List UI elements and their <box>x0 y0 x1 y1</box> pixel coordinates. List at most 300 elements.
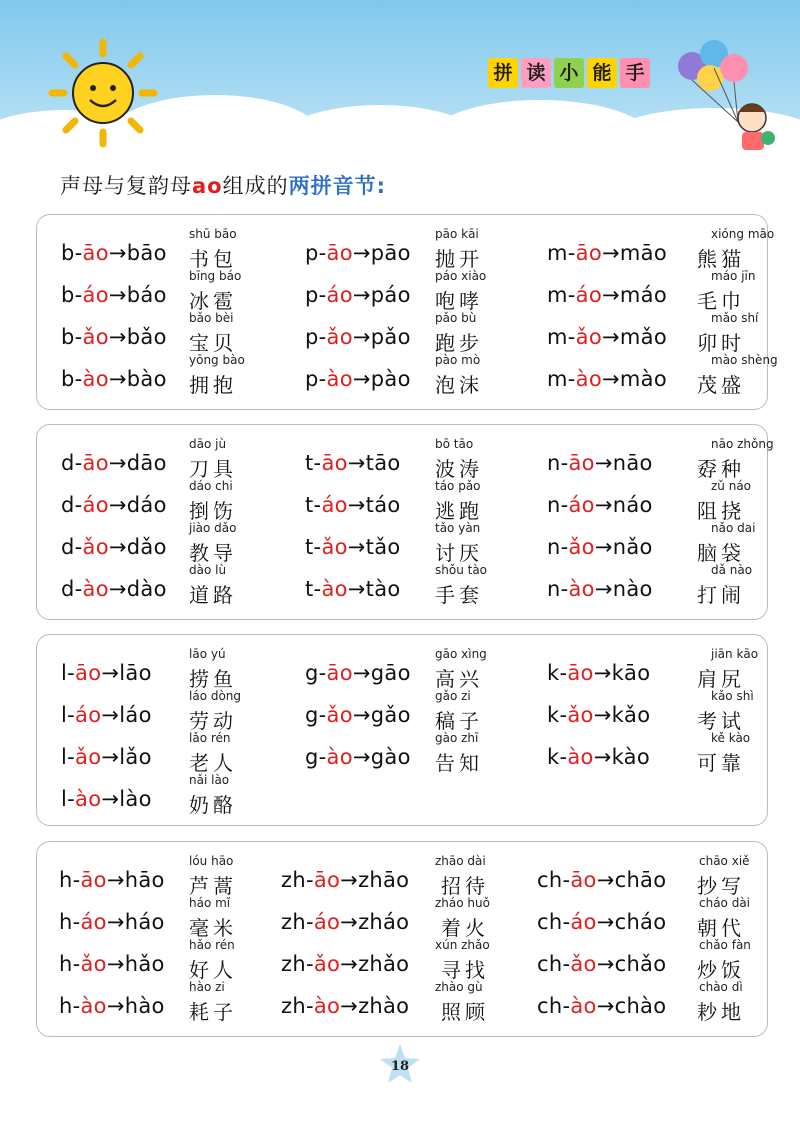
final-vowel: ǎo <box>326 703 353 727</box>
word-pinyin: hào zi <box>189 980 225 994</box>
initial: t <box>305 493 314 517</box>
final-vowel: ǎo <box>82 325 109 349</box>
word-hanzi: 捯饬 <box>189 499 237 523</box>
arrow: → <box>601 367 620 391</box>
word-pinyin: chào dì <box>699 980 743 994</box>
syllable-formula: n-ǎo→nǎo <box>547 535 653 559</box>
word-pinyin: shǒu tào <box>435 563 488 577</box>
syllable-box <box>36 214 778 410</box>
syllable-result: dào <box>126 577 167 601</box>
section-title <box>488 58 650 88</box>
page-number-badge <box>378 1042 422 1086</box>
word-pinyin: xún zhǎo <box>435 938 490 952</box>
syllable-result: báo <box>126 283 167 307</box>
arrow: → <box>594 493 613 517</box>
syllable-formula: g-ào→gào <box>305 745 411 769</box>
syllable-formula: t-ào→tào <box>305 577 401 601</box>
initial: m <box>547 367 568 391</box>
word-pinyin: zháo huǒ <box>435 896 490 910</box>
title-char: 读 <box>521 58 551 88</box>
syllable-formula: g-āo→gāo <box>305 661 411 685</box>
arrow: → <box>601 325 620 349</box>
syllable-result: dáo <box>126 493 167 517</box>
word-hanzi: 炒饭 <box>697 958 745 982</box>
arrow: → <box>601 283 620 307</box>
syllable-formula: k-āo→kāo <box>547 661 651 685</box>
word-pinyin: kǎo shì <box>711 689 754 703</box>
syllable-formula: ch-ǎo→chǎo <box>537 952 667 976</box>
word-pinyin: dāo jù <box>189 437 227 451</box>
word-hanzi: 波涛 <box>435 457 483 481</box>
word-pinyin: táo pǎo <box>435 479 481 493</box>
word-hanzi: 茂盛 <box>697 373 745 397</box>
initial: b <box>61 241 75 265</box>
instruction-line: 声母与复韵母ao组成的两拼音节: <box>60 174 387 198</box>
initial: l <box>61 787 68 811</box>
word-hanzi: 抄写 <box>697 874 745 898</box>
initial: b <box>61 367 75 391</box>
final-vowel: ào <box>321 577 348 601</box>
final-vowel: áo <box>321 493 348 517</box>
word-hanzi: 孬种 <box>697 457 745 481</box>
initial: d <box>61 493 75 517</box>
initial: zh <box>281 952 306 976</box>
syllable-formula: n-āo→nāo <box>547 451 653 475</box>
syllable-result: chào <box>614 994 667 1018</box>
initial: l <box>61 661 68 685</box>
initial: zh <box>281 994 306 1018</box>
word-pinyin: zǔ náo <box>711 479 752 493</box>
syllable-formula: p-ào→pào <box>305 367 411 391</box>
initial: ch <box>537 994 563 1018</box>
syllable-formula: p-ǎo→pǎo <box>305 325 411 349</box>
syllable-result: pāo <box>370 241 411 265</box>
syllable-formula: b-ào→bào <box>61 367 167 391</box>
initial: g <box>305 703 319 727</box>
title-char: 拼 <box>488 58 518 88</box>
arrow: → <box>352 283 371 307</box>
vowel-ao: ao <box>192 174 223 198</box>
word-hanzi: 稿子 <box>435 709 483 733</box>
syllable-result: pào <box>370 367 411 391</box>
syllable-formula: zh-āo→zhāo <box>281 868 410 892</box>
initial: l <box>61 703 68 727</box>
word-hanzi: 考试 <box>697 709 745 733</box>
arrow: → <box>108 241 127 265</box>
word-pinyin: chāo xiě <box>699 854 750 868</box>
final-vowel: ǎo <box>82 535 109 559</box>
final-vowel: áo <box>570 910 597 934</box>
arrow: → <box>352 661 371 685</box>
syllable-result: tào <box>365 577 401 601</box>
final-vowel: ǎo <box>75 745 102 769</box>
highlight-text: 两拼音节 <box>288 174 377 198</box>
syllable-formula: ch-āo→chāo <box>537 868 667 892</box>
arrow: → <box>340 868 359 892</box>
syllable-formula: ch-áo→cháo <box>537 910 667 934</box>
initial: k <box>547 703 560 727</box>
initial: d <box>61 451 75 475</box>
word-pinyin: gào zhī <box>435 731 479 745</box>
syllable-result: dāo <box>126 451 167 475</box>
syllable-box <box>36 424 774 620</box>
arrow: → <box>340 994 359 1018</box>
initial: n <box>547 451 561 475</box>
sun-icon <box>48 38 158 148</box>
syllable-result: bǎo <box>126 325 167 349</box>
syllable-formula: m-ǎo→mǎo <box>547 325 667 349</box>
word-hanzi: 跑步 <box>435 331 483 355</box>
arrow: → <box>101 745 120 769</box>
syllable-result: dǎo <box>126 535 167 559</box>
syllable-result: bào <box>126 367 167 391</box>
word-hanzi: 卯时 <box>697 331 745 355</box>
girl-with-balloons-illustration <box>672 38 782 158</box>
word-pinyin: zhào gù <box>435 980 483 994</box>
syllable-result: gāo <box>370 661 411 685</box>
arrow: → <box>101 787 120 811</box>
word-pinyin: jiān kāo <box>711 647 759 661</box>
word-hanzi: 告知 <box>435 751 483 775</box>
word-hanzi: 逃跑 <box>435 499 483 523</box>
final-vowel: ǎo <box>321 535 348 559</box>
syllable-formula: h-ǎo→hǎo <box>59 952 165 976</box>
word-hanzi: 打闹 <box>697 583 745 607</box>
arrow: → <box>347 451 366 475</box>
initial: h <box>59 994 73 1018</box>
arrow: → <box>106 952 125 976</box>
initial: p <box>305 241 319 265</box>
title-char: 能 <box>587 58 617 88</box>
syllable-formula: d-ào→dào <box>61 577 167 601</box>
syllable-result: hāo <box>124 868 165 892</box>
syllable-formula: l-áo→láo <box>61 703 152 727</box>
word-pinyin: tǎo yàn <box>435 521 481 535</box>
initial: g <box>305 745 319 769</box>
initial: b <box>61 283 75 307</box>
syllable-formula: zh-ào→zhào <box>281 994 410 1018</box>
word-pinyin: dáo chi <box>189 479 233 493</box>
final-vowel: āo <box>575 241 602 265</box>
final-vowel: áo <box>82 283 109 307</box>
word-hanzi: 阻挠 <box>697 499 745 523</box>
initial: ch <box>537 868 563 892</box>
syllable-formula: ch-ào→chào <box>537 994 667 1018</box>
word-pinyin: bīng báo <box>189 269 242 283</box>
syllable-formula: d-áo→dáo <box>61 493 167 517</box>
arrow: → <box>352 745 371 769</box>
arrow: → <box>108 283 127 307</box>
word-pinyin: dǎ nào <box>711 563 753 577</box>
final-vowel: āo <box>326 241 353 265</box>
word-hanzi: 老人 <box>189 751 237 775</box>
word-hanzi: 朝代 <box>697 916 745 940</box>
syllable-result: tǎo <box>365 535 401 559</box>
word-pinyin: mǎo shí <box>711 311 759 325</box>
initial: p <box>305 367 319 391</box>
word-hanzi: 脑袋 <box>697 541 745 565</box>
arrow: → <box>101 703 120 727</box>
final-vowel: āo <box>321 451 348 475</box>
word-hanzi: 劳动 <box>189 709 237 733</box>
word-hanzi: 书包 <box>189 247 237 271</box>
final-vowel: ǎo <box>570 952 597 976</box>
syllable-result: gǎo <box>370 703 411 727</box>
arrow: → <box>108 577 127 601</box>
final-vowel: āo <box>75 661 102 685</box>
arrow: → <box>352 367 371 391</box>
initial: p <box>305 325 319 349</box>
initial: ch <box>537 910 563 934</box>
syllable-formula: h-áo→háo <box>59 910 165 934</box>
final-vowel: ào <box>82 577 109 601</box>
arrow: → <box>340 952 359 976</box>
word-hanzi: 拥抱 <box>189 373 237 397</box>
word-hanzi: 毛巾 <box>697 289 745 313</box>
final-vowel: ǎo <box>567 703 594 727</box>
syllable-result: páo <box>370 283 411 307</box>
syllable-formula: d-ǎo→dǎo <box>61 535 167 559</box>
word-pinyin: xióng māo <box>711 227 775 241</box>
syllable-result: lāo <box>119 661 152 685</box>
word-pinyin: háo mǐ <box>189 896 231 910</box>
syllable-formula: zh-áo→zháo <box>281 910 410 934</box>
word-hanzi: 泡沫 <box>435 373 483 397</box>
final-vowel: ào <box>326 367 353 391</box>
word-hanzi: 捞鱼 <box>189 667 237 691</box>
initial: h <box>59 952 73 976</box>
word-pinyin: nǎo dai <box>711 521 756 535</box>
final-vowel: ào <box>75 787 102 811</box>
arrow: → <box>106 910 125 934</box>
syllable-box <box>36 841 768 1037</box>
syllable-formula: g-ǎo→gǎo <box>305 703 411 727</box>
syllable-result: háo <box>124 910 165 934</box>
syllable-formula: t-ǎo→tǎo <box>305 535 401 559</box>
syllable-box <box>36 634 768 826</box>
syllable-result: kào <box>611 745 651 769</box>
word-pinyin: yōng bào <box>189 353 245 367</box>
syllable-result: nāo <box>612 451 653 475</box>
word-pinyin: kě kào <box>711 731 751 745</box>
initial: h <box>59 910 73 934</box>
syllable-result: máo <box>619 283 667 307</box>
initial: n <box>547 577 561 601</box>
word-pinyin: hǎo rén <box>189 938 235 952</box>
initial: n <box>547 493 561 517</box>
syllable-result: lǎo <box>119 745 152 769</box>
initial: p <box>305 283 319 307</box>
word-hanzi: 照顾 <box>441 1000 489 1024</box>
syllable-result: táo <box>365 493 401 517</box>
word-hanzi: 寻找 <box>441 958 489 982</box>
word-hanzi: 着火 <box>441 916 489 940</box>
arrow: → <box>108 325 127 349</box>
final-vowel: áo <box>568 493 595 517</box>
syllable-result: kǎo <box>611 703 651 727</box>
initial: b <box>61 325 75 349</box>
initial: k <box>547 745 560 769</box>
arrow: → <box>347 577 366 601</box>
syllable-formula: b-āo→bāo <box>61 241 167 265</box>
word-pinyin: nāo zhǒng <box>711 437 774 451</box>
syllable-result: māo <box>619 241 667 265</box>
arrow: → <box>352 241 371 265</box>
word-hanzi: 熊猫 <box>697 247 745 271</box>
word-hanzi: 刀具 <box>189 457 237 481</box>
word-hanzi: 毫米 <box>189 916 237 940</box>
final-vowel: áo <box>80 910 107 934</box>
final-vowel: áo <box>313 910 341 934</box>
syllable-result: lào <box>119 787 152 811</box>
final-vowel: ào <box>568 577 595 601</box>
arrow: → <box>108 535 127 559</box>
syllable-formula: l-āo→lāo <box>61 661 152 685</box>
syllable-formula: k-ǎo→kǎo <box>547 703 651 727</box>
initial: n <box>547 535 561 559</box>
syllable-formula: h-āo→hāo <box>59 868 165 892</box>
final-vowel: ào <box>82 367 109 391</box>
syllable-result: chāo <box>614 868 667 892</box>
syllable-formula: k-ào→kào <box>547 745 651 769</box>
arrow: → <box>108 367 127 391</box>
syllable-result: tāo <box>365 451 401 475</box>
final-vowel: ào <box>80 994 107 1018</box>
syllable-formula: m-āo→māo <box>547 241 667 265</box>
word-pinyin: shū bāo <box>189 227 237 241</box>
word-hanzi: 芦蒿 <box>189 874 237 898</box>
word-pinyin: lǎo rén <box>189 731 231 745</box>
word-pinyin: pào mò <box>435 353 481 367</box>
final-vowel: áo <box>82 493 109 517</box>
syllable-result: zháo <box>358 910 410 934</box>
initial: m <box>547 283 568 307</box>
syllable-formula: m-ào→mào <box>547 367 667 391</box>
syllable-result: láo <box>119 703 152 727</box>
final-vowel: ǎo <box>575 325 602 349</box>
final-vowel: ǎo <box>568 535 595 559</box>
arrow: → <box>340 910 359 934</box>
word-hanzi: 好人 <box>189 958 237 982</box>
arrow: → <box>594 535 613 559</box>
initial: k <box>547 661 560 685</box>
initial: g <box>305 661 319 685</box>
final-vowel: āo <box>313 868 341 892</box>
word-pinyin: lóu hāo <box>189 854 234 868</box>
word-pinyin: lāo yú <box>189 647 226 661</box>
arrow: → <box>593 703 612 727</box>
syllable-formula: p-āo→pāo <box>305 241 411 265</box>
syllable-result: bāo <box>126 241 167 265</box>
arrow: → <box>108 493 127 517</box>
final-vowel: āo <box>567 661 594 685</box>
word-hanzi: 冰雹 <box>189 289 237 313</box>
syllable-result: hào <box>124 994 165 1018</box>
final-vowel: áo <box>575 283 602 307</box>
final-vowel: āo <box>326 661 353 685</box>
word-hanzi: 教导 <box>189 541 237 565</box>
word-hanzi: 肩尻 <box>697 667 745 691</box>
arrow: → <box>596 994 615 1018</box>
arrow: → <box>596 952 615 976</box>
syllable-formula: h-ào→hào <box>59 994 165 1018</box>
word-pinyin: gāo xìng <box>435 647 487 661</box>
final-vowel: ǎo <box>326 325 353 349</box>
word-hanzi: 咆哮 <box>435 289 483 313</box>
final-vowel: ǎo <box>313 952 341 976</box>
initial: l <box>61 745 68 769</box>
final-vowel: ào <box>326 745 353 769</box>
final-vowel: āo <box>570 868 597 892</box>
syllable-formula: n-ào→nào <box>547 577 653 601</box>
syllable-result: pǎo <box>370 325 411 349</box>
word-hanzi: 奶酪 <box>189 793 237 817</box>
initial: zh <box>281 868 306 892</box>
word-hanzi: 招待 <box>441 874 489 898</box>
initial: m <box>547 241 568 265</box>
initial: ch <box>537 952 563 976</box>
syllable-formula: b-ǎo→bǎo <box>61 325 167 349</box>
syllable-formula: l-ào→lào <box>61 787 152 811</box>
arrow: → <box>352 325 371 349</box>
initial: h <box>59 868 73 892</box>
syllable-result: zhǎo <box>358 952 410 976</box>
word-hanzi: 高兴 <box>435 667 483 691</box>
syllable-formula: l-ǎo→lǎo <box>61 745 152 769</box>
arrow: → <box>108 451 127 475</box>
syllable-formula: d-āo→dāo <box>61 451 167 475</box>
syllable-formula: b-áo→báo <box>61 283 167 307</box>
final-vowel: ào <box>313 994 341 1018</box>
final-vowel: āo <box>82 451 109 475</box>
arrow: → <box>596 910 615 934</box>
word-hanzi: 手套 <box>435 583 483 607</box>
syllable-formula: m-áo→máo <box>547 283 667 307</box>
word-pinyin: zhāo dài <box>435 854 486 868</box>
page-number: 18 <box>390 1059 410 1074</box>
final-vowel: áo <box>75 703 102 727</box>
syllable-formula: n-áo→náo <box>547 493 653 517</box>
initial: zh <box>281 910 306 934</box>
arrow: → <box>596 868 615 892</box>
final-vowel: ǎo <box>80 952 107 976</box>
word-pinyin: pāo kāi <box>435 227 479 241</box>
word-pinyin: láo dòng <box>189 689 242 703</box>
arrow: → <box>106 994 125 1018</box>
word-pinyin: gǎo zi <box>435 689 471 703</box>
final-vowel: āo <box>80 868 107 892</box>
syllable-result: zhào <box>358 994 410 1018</box>
final-vowel: ào <box>570 994 597 1018</box>
word-pinyin: cháo dài <box>699 896 751 910</box>
syllable-formula: p-áo→páo <box>305 283 411 307</box>
syllable-result: hǎo <box>124 952 165 976</box>
final-vowel: ào <box>575 367 602 391</box>
syllable-formula: zh-ǎo→zhǎo <box>281 952 410 976</box>
arrow: → <box>352 703 371 727</box>
arrow: → <box>593 661 612 685</box>
syllable-result: mào <box>619 367 667 391</box>
word-hanzi: 耖地 <box>697 1000 745 1024</box>
initial: m <box>547 325 568 349</box>
final-vowel: āo <box>568 451 595 475</box>
syllable-formula: t-āo→tāo <box>305 451 401 475</box>
syllable-result: náo <box>612 493 653 517</box>
word-pinyin: bǎo bèi <box>189 311 234 325</box>
syllable-result: gào <box>370 745 411 769</box>
word-hanzi: 宝贝 <box>189 331 237 355</box>
title-char: 手 <box>620 58 650 88</box>
